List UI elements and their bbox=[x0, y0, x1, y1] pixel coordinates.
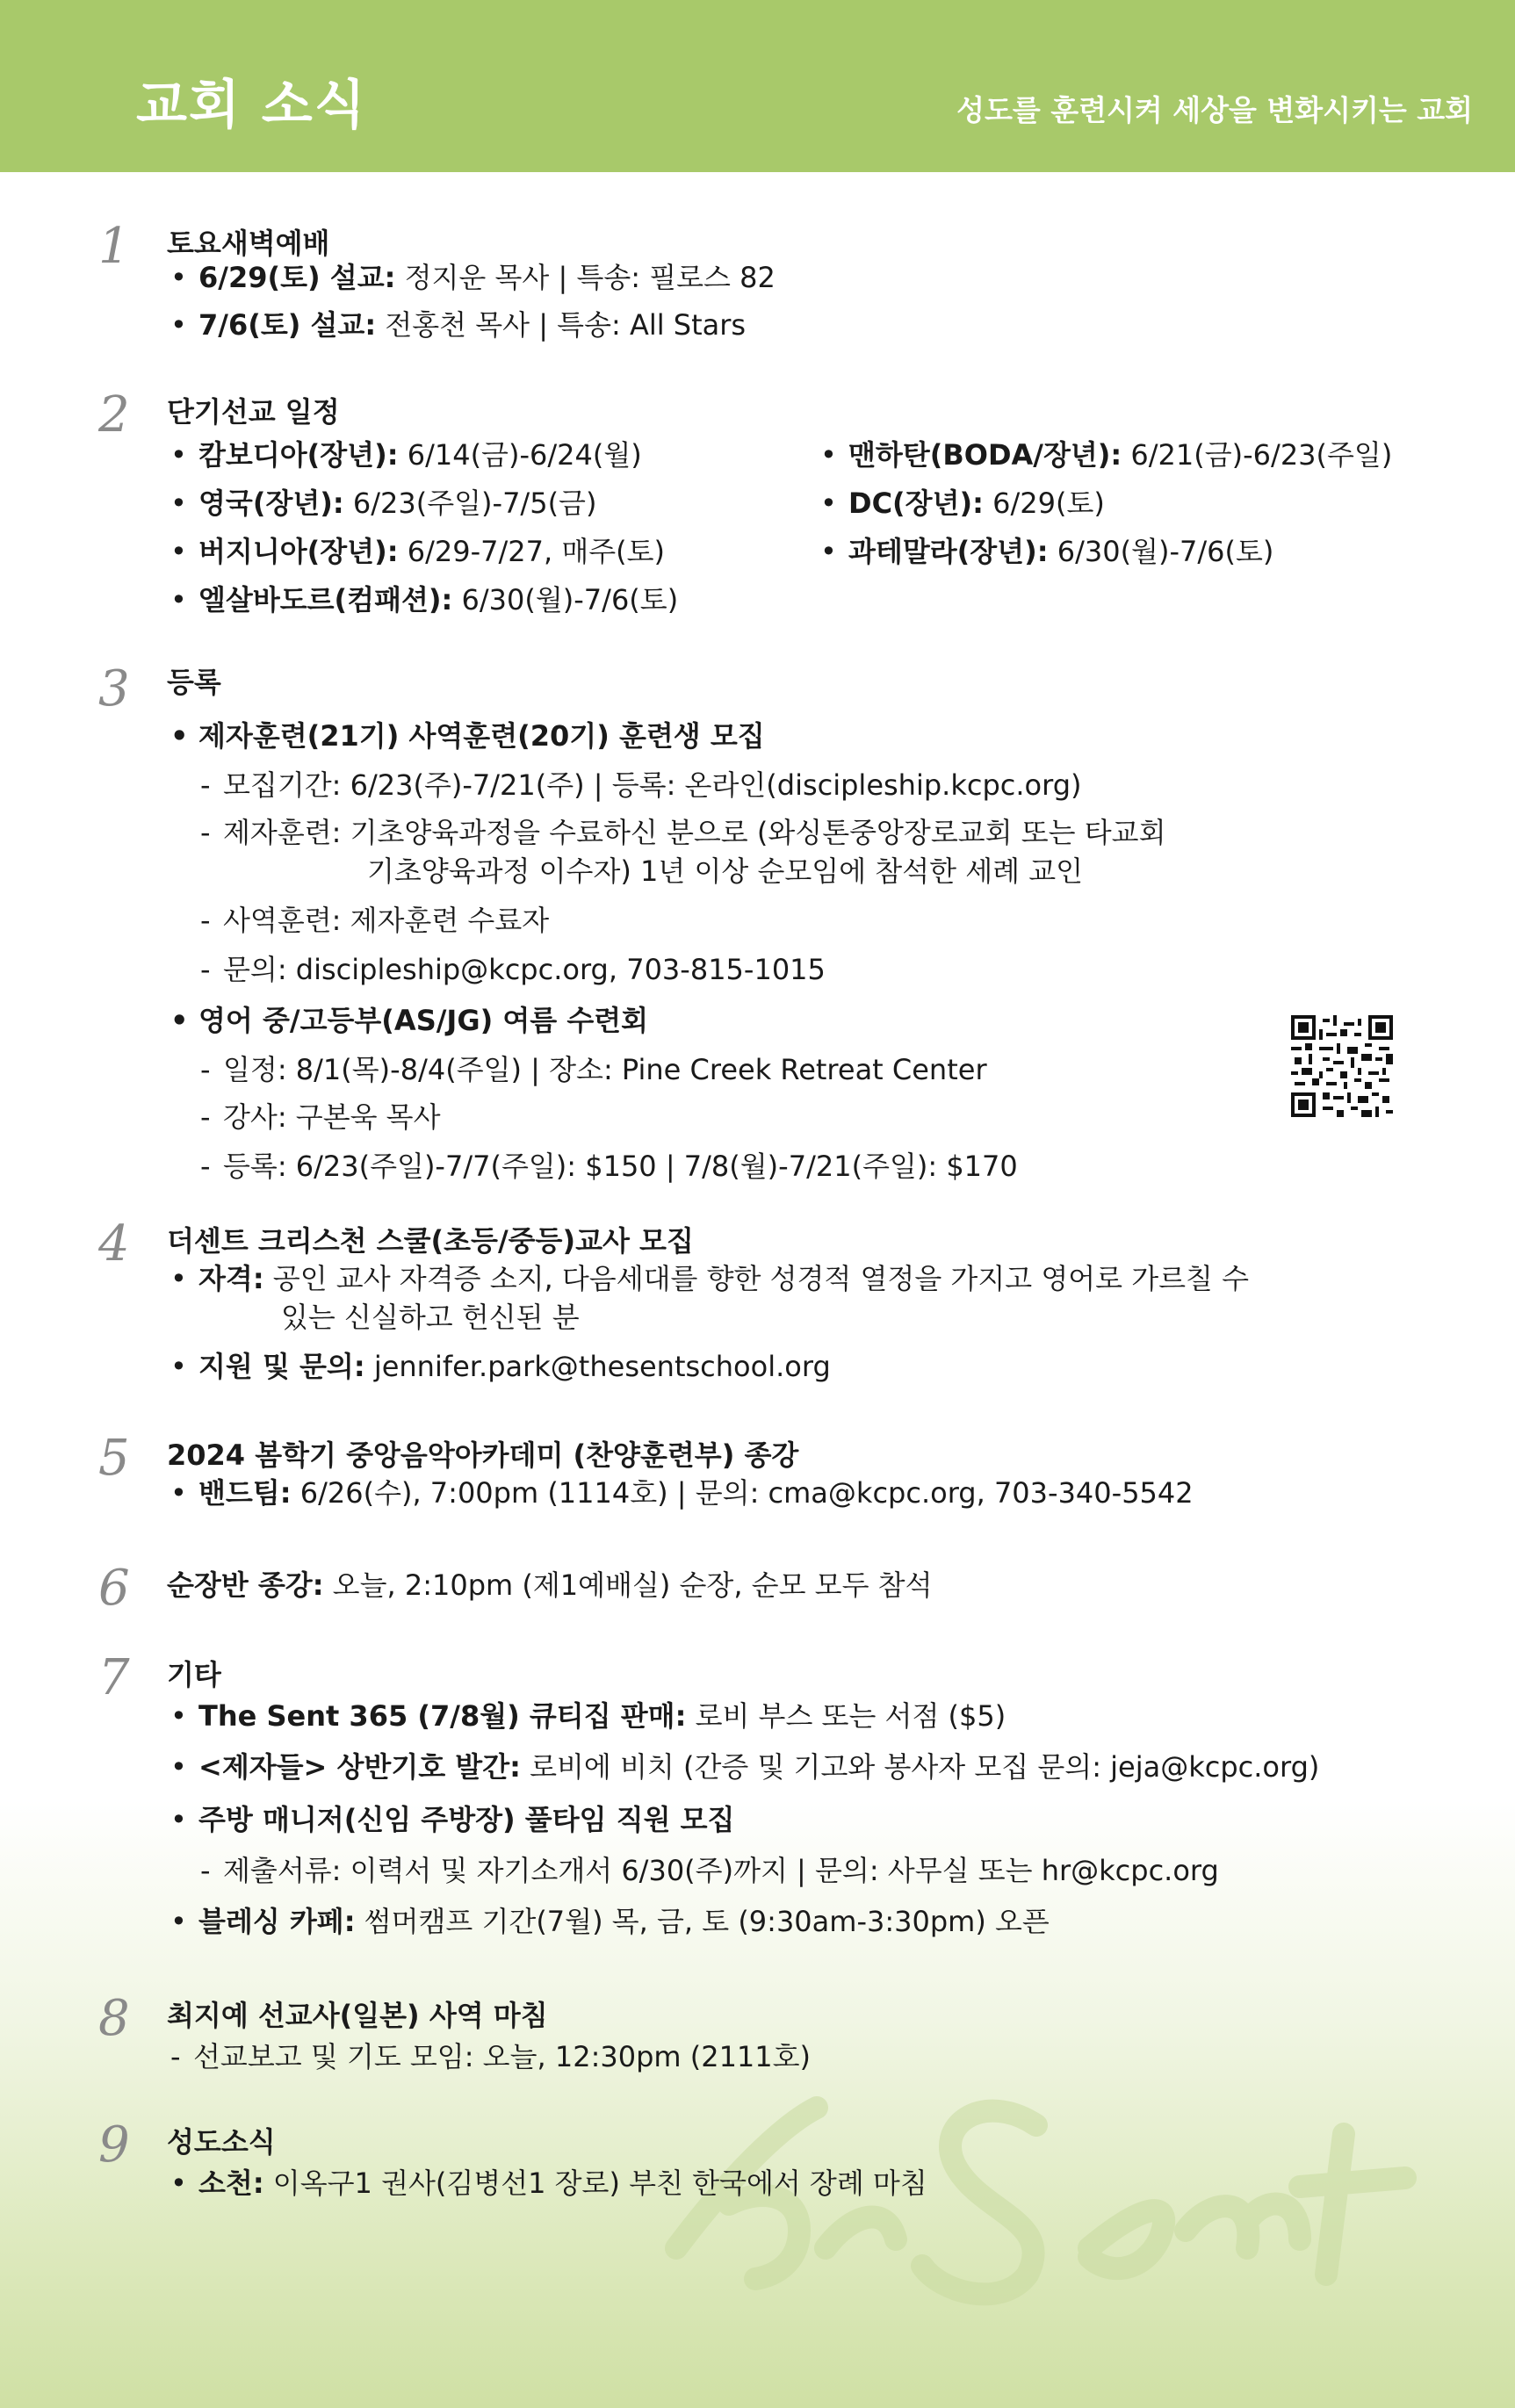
list-item: • 과테말라(장년): 6/30(월)-7/6(토) bbox=[848, 534, 1273, 569]
list-item-continued: 있는 신실하고 헌신된 분 bbox=[281, 1301, 580, 1334]
list-item: • <제자들> 상반기호 발간: 로비에 비치 (간증 및 기고와 봉사자 모집 문의: jeja@kcpc.org) bbox=[198, 1749, 1319, 1784]
qr-code[interactable] bbox=[1291, 1015, 1393, 1117]
page-title: 교회 소식 bbox=[136, 75, 367, 136]
section-title: 기타 bbox=[167, 1658, 221, 1691]
detail-line: - 제출서류: 이력서 및 자기소개서 6/30(주)까지 | 문의: 사무실 또는 hr@kcpc.org bbox=[223, 1853, 1219, 1888]
section-number: 9 bbox=[98, 2116, 130, 2174]
church-slogan: 성도를 훈련시켜 세상을 변화시키는 교회 bbox=[956, 93, 1473, 127]
list-item: • 자격: 공인 교사 자격증 소지, 다음세대를 향한 성경적 열정을 가지고 영어로 가르칠 수 bbox=[198, 1261, 1249, 1296]
subsection-title: • 영어 중/고등부(AS/JG) 여름 수련회 bbox=[198, 1003, 648, 1038]
section-title: 더센트 크리스천 스쿨(초등/중등)교사 모집 bbox=[167, 1224, 694, 1258]
list-item: • 맨하탄(BODA/장년): 6/21(금)-6/23(주일) bbox=[848, 437, 1392, 472]
section-number: 1 bbox=[98, 218, 130, 275]
list-item: • 소천: 이옥구1 권사(김병선1 장로) 부친 한국에서 장례 마침 bbox=[198, 2166, 927, 2201]
list-item: • 캄보디아(장년): 6/14(금)-6/24(월) bbox=[198, 437, 642, 472]
list-item: • 6/29(토) 설교: 정지운 목사 | 특송: 필로스 82 bbox=[198, 260, 776, 295]
section-number: 6 bbox=[98, 1560, 130, 1617]
list-item: • 블레싱 카페: 썸머캠프 기간(7월) 목, 금, 토 (9:30am-3:30pm) 오픈 bbox=[198, 1904, 1050, 1939]
detail-line: - 강사: 구본욱 목사 bbox=[223, 1099, 441, 1135]
section-number: 3 bbox=[98, 660, 130, 717]
detail-line: - 선교보고 및 기도 모임: 오늘, 12:30pm (2111호) bbox=[193, 2039, 811, 2074]
list-item: • DC(장년): 6/29(토) bbox=[848, 486, 1105, 521]
section-title: 순장반 종강: 오늘, 2:10pm (제1예배실) 순장, 순모 모두 참석 bbox=[167, 1568, 933, 1602]
list-item: • 주방 매니저(신임 주방장) 풀타임 직원 모집 bbox=[198, 1802, 734, 1837]
detail-line: - 문의: discipleship@kcpc.org, 703-815-1015 bbox=[223, 952, 826, 987]
detail-line: - 모집기간: 6/23(주)-7/21(주) | 등록: 온라인(discipleship.kcpc.org) bbox=[223, 768, 1082, 803]
list-item: • 영국(장년): 6/23(주일)-7/5(금) bbox=[198, 486, 596, 521]
section-title: 등록 bbox=[167, 666, 221, 699]
list-item: • 엘살바도르(컴패션): 6/30(월)-7/6(토) bbox=[198, 582, 678, 617]
section-number: 5 bbox=[98, 1430, 130, 1487]
list-item: • The Sent 365 (7/8월) 큐티집 판매: 로비 부스 또는 서점 ($5) bbox=[198, 1698, 1006, 1734]
list-item: • 7/6(토) 설교: 전홍천 목사 | 특송: All Stars bbox=[198, 307, 746, 342]
header-banner bbox=[0, 0, 1515, 172]
section-number: 2 bbox=[98, 386, 130, 443]
section-number: 7 bbox=[98, 1649, 130, 1706]
detail-line-continued: 기초양육과정 이수자) 1년 이상 순모임에 참석한 세례 교인 bbox=[367, 854, 1084, 888]
section-title: 단기선교 일정 bbox=[167, 395, 340, 429]
detail-line: - 제자훈련: 기초양육과정을 수료하신 분으로 (와싱톤중앙장로교회 또는 타교회 bbox=[223, 815, 1165, 850]
section-title: 토요새벽예배 bbox=[167, 227, 330, 260]
section-title: 성도소식 bbox=[167, 2125, 276, 2159]
section-title: 2024 봄학기 중앙음악아카데미 (찬양훈련부) 종강 bbox=[167, 1438, 799, 1472]
list-item: • 밴드팀: 6/26(수), 7:00pm (1114호) | 문의: cma@kcpc.org, 703-340-5542 bbox=[198, 1475, 1194, 1510]
detail-line: - 일정: 8/1(목)-8/4(주일) | 장소: Pine Creek Retreat Center bbox=[223, 1052, 987, 1087]
detail-line: - 등록: 6/23(주일)-7/7(주일): $150 | 7/8(월)-7/21(주일): $170 bbox=[223, 1149, 1018, 1184]
section-number: 8 bbox=[98, 1990, 130, 2047]
section-title: 최지예 선교사(일본) 사역 마침 bbox=[167, 1999, 548, 2032]
section-number: 4 bbox=[98, 1215, 130, 1272]
subsection-title: • 제자훈련(21기) 사역훈련(20기) 훈련생 모집 bbox=[198, 718, 765, 753]
detail-line: - 사역훈련: 제자훈련 수료자 bbox=[223, 903, 549, 938]
list-item: • 버지니아(장년): 6/29-7/27, 매주(토) bbox=[198, 534, 665, 569]
list-item: • 지원 및 문의: jennifer.park@thesentschool.org bbox=[198, 1349, 831, 1384]
